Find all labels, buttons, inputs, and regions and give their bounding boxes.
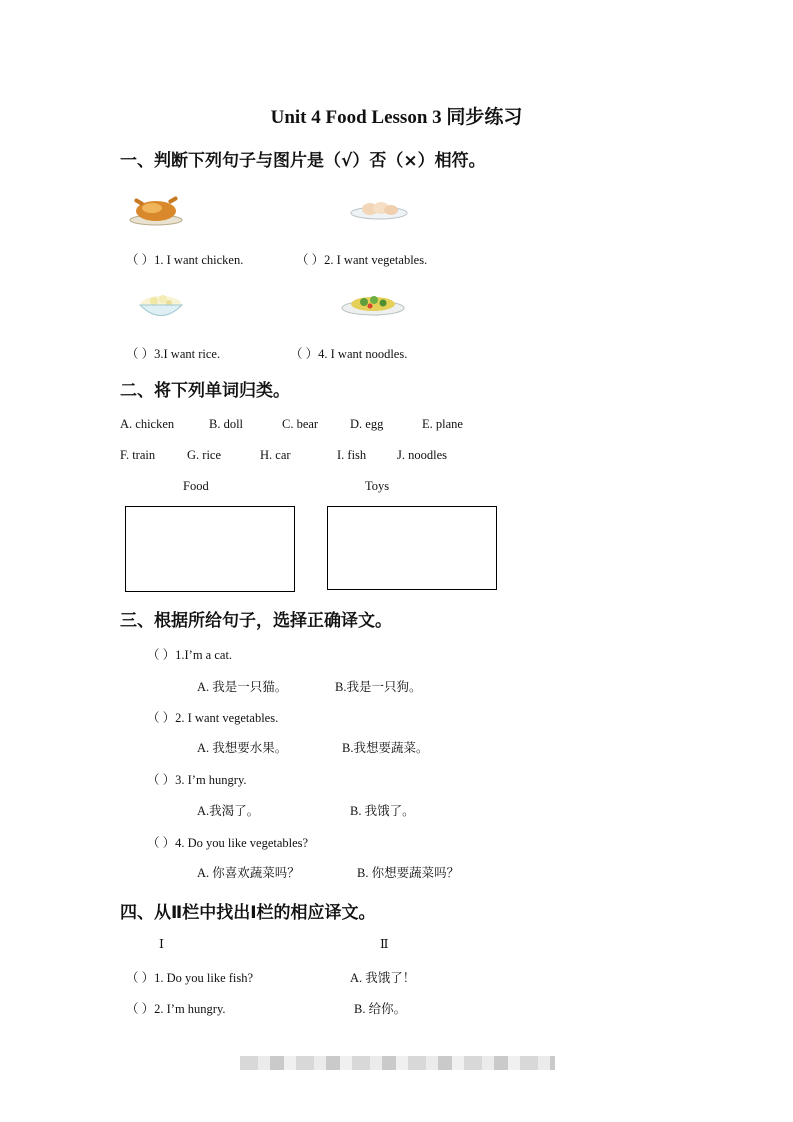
word-option: J. noodles (397, 448, 447, 462)
eggs-plate-icon (350, 198, 408, 220)
section3-heading: 三、根据所给句子，选择正确译文。 (120, 611, 392, 631)
question-4: （ ）4. Do you like vegetables? (147, 836, 309, 850)
vegetable-plate-icon (340, 290, 406, 318)
question-3-option-a: A.我渴了。 (197, 804, 260, 818)
match-left-1: （ ）1. Do you like fish? (126, 971, 254, 985)
match-right-1: A. 我饿了！ (350, 971, 416, 985)
food-label: Food (183, 479, 209, 493)
section4-heading: 四、从Ⅱ栏中找出Ⅰ栏的相应译文。 (120, 903, 376, 923)
question-2: （ ）2. I want vegetables. (147, 711, 279, 725)
blurred-watermark (240, 1056, 555, 1070)
word-option: F. train (120, 448, 156, 462)
rice-bowl-icon (136, 290, 186, 322)
match-left-2: （ ）2. I’m hungry. (126, 1002, 226, 1016)
column-1-label: Ⅰ (159, 937, 164, 951)
word-option: D. egg (350, 417, 384, 431)
food-answer-box[interactable] (125, 506, 295, 592)
word-option: B. doll (209, 417, 244, 431)
page-title: Unit 4 Food Lesson 3 同步练习 (270, 107, 523, 128)
word-option: I. fish (337, 448, 367, 462)
question-3-option-b: B. 我饿了。 (350, 804, 415, 818)
toys-answer-box[interactable] (327, 506, 497, 590)
question-2-option-a: A. 我想要水果。 (197, 741, 288, 755)
question-1-option-a: A. 我是一只猫。 (197, 680, 288, 694)
section1-item-1: （ ）1. I want chicken. (126, 253, 244, 267)
section1-item-4: （ ）4. I want noodles. (290, 347, 408, 361)
section1-item-2: （ ）2. I want vegetables. (296, 253, 428, 267)
roast-chicken-icon (128, 192, 184, 226)
section2-heading: 二、将下列单词归类。 (120, 381, 290, 401)
match-right-2: B. 给你。 (354, 1002, 407, 1016)
column-2-label: Ⅱ (380, 937, 389, 951)
section1-item-3: （ ）3.I want rice. (126, 347, 221, 361)
question-4-option-a: A. 你喜欢蔬菜吗？ (197, 866, 300, 880)
question-4-option-b: B. 你想要蔬菜吗？ (357, 866, 460, 880)
question-1-option-b: B.我是一只狗。 (335, 680, 422, 694)
toys-label: Toys (365, 479, 390, 493)
section1-heading: 一、判断下列句子与图片是（√）否（×）相符。 (120, 151, 486, 171)
word-option: E. plane (422, 417, 463, 431)
question-1: （ ）1.I’m a cat. (147, 648, 233, 662)
word-option: G. rice (187, 448, 222, 462)
word-option: C. bear (282, 417, 319, 431)
question-3: （ ）3. I’m hungry. (147, 773, 247, 787)
question-2-option-b: B.我想要蔬菜。 (342, 741, 429, 755)
word-option: H. car (260, 448, 291, 462)
word-option: A. chicken (120, 417, 175, 431)
